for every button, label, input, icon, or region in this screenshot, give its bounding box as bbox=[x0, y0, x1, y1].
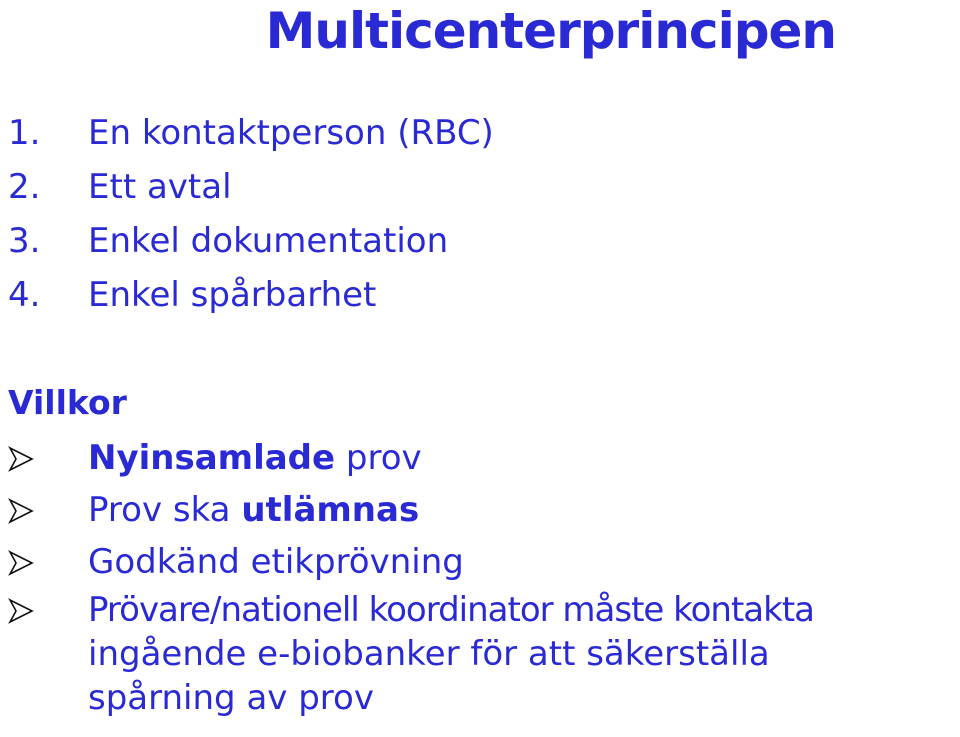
list-item bbox=[8, 214, 494, 268]
arrowhead-outline-icon bbox=[8, 446, 34, 472]
conditions-list bbox=[8, 432, 958, 720]
condition-item bbox=[8, 588, 958, 720]
list-text: Ett avtal bbox=[88, 167, 232, 207]
arrowhead-outline-icon bbox=[8, 498, 34, 524]
condition-text: Prov ska bbox=[88, 490, 242, 530]
numbered-list bbox=[8, 106, 494, 322]
condition-bold-text: Nyinsamlade bbox=[88, 438, 336, 478]
condition-item bbox=[8, 536, 958, 588]
condition-text: prov bbox=[335, 438, 422, 478]
list-number: 3. bbox=[8, 221, 41, 261]
list-item bbox=[8, 106, 494, 160]
arrowhead-outline-icon bbox=[8, 550, 34, 576]
condition-item bbox=[8, 484, 958, 536]
list-number: 2. bbox=[8, 167, 41, 207]
condition-text-line: spårning av prov bbox=[88, 678, 374, 718]
list-item bbox=[8, 268, 494, 322]
condition-item bbox=[8, 432, 958, 484]
condition-text-line: Prövare/nationell koordinator måste kontakta bbox=[88, 590, 814, 630]
list-text: Enkel spårbarhet bbox=[88, 275, 377, 315]
list-text: En kontaktperson (RBC) bbox=[88, 113, 494, 153]
list-item bbox=[8, 160, 494, 214]
condition-text: Godkänd etikprövning bbox=[88, 542, 464, 582]
conditions-heading: Villkor bbox=[8, 383, 127, 422]
page-title: Multicenterprincipen bbox=[265, 2, 836, 60]
arrowhead-outline-icon bbox=[8, 598, 34, 624]
condition-bold-text: utlämnas bbox=[241, 490, 420, 530]
list-number: 4. bbox=[8, 275, 41, 315]
list-number: 1. bbox=[8, 113, 41, 153]
condition-text-line: ingående e-biobanker för att säkerställa bbox=[88, 634, 770, 674]
list-text: Enkel dokumentation bbox=[88, 221, 449, 261]
